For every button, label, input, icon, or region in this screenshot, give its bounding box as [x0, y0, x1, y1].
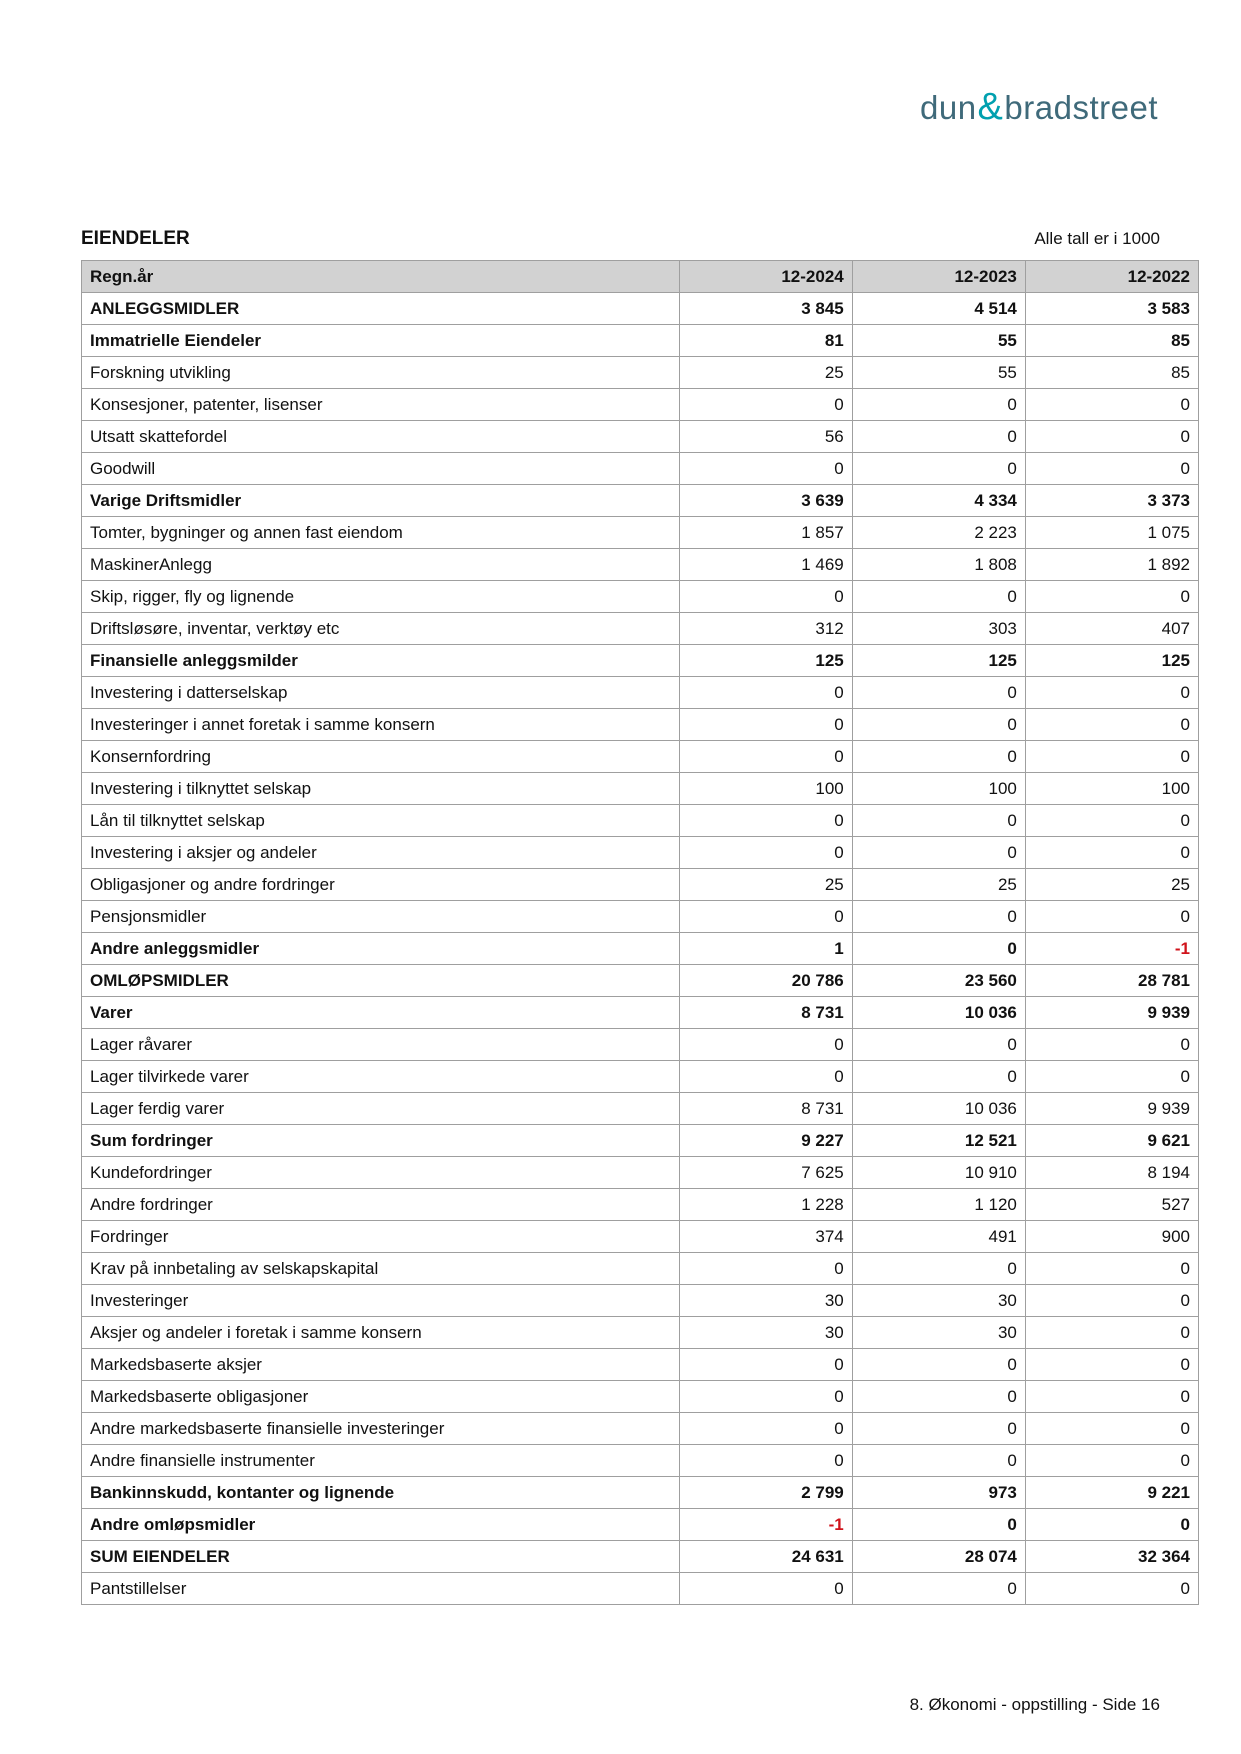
table-row — [82, 1445, 1199, 1477]
row-label: OMLØPSMIDLER — [82, 965, 680, 997]
row-label: Andre fordringer — [82, 1189, 680, 1221]
row-label: Goodwill — [82, 453, 680, 485]
table-row — [82, 837, 1199, 869]
cell-value: 0 — [852, 1509, 1025, 1541]
page-footer: 8. Økonomi - oppstilling - Side 16 — [909, 1695, 1160, 1714]
cell-value: 0 — [852, 1381, 1025, 1413]
row-label: Krav på innbetaling av selskapskapital — [82, 1253, 680, 1285]
table-row — [82, 1093, 1199, 1125]
cell-value: 8 731 — [679, 997, 852, 1029]
cell-value: 100 — [1025, 773, 1198, 805]
row-label: Forskning utvikling — [82, 357, 680, 389]
cell-value: 12 521 — [852, 1125, 1025, 1157]
cell-value: 0 — [852, 709, 1025, 741]
logo-word-dun: dun — [919, 89, 977, 126]
cell-value: 9 227 — [679, 1125, 852, 1157]
cell-value: 85 — [1025, 325, 1198, 357]
table-row — [82, 581, 1199, 613]
cell-value: 8 194 — [1025, 1157, 1198, 1189]
table-row — [82, 325, 1199, 357]
logo-word-bradstreet: bradstreet — [1004, 89, 1158, 126]
cell-value: 100 — [852, 773, 1025, 805]
cell-value: 28 781 — [1025, 965, 1198, 997]
row-label: Investering i tilknyttet selskap — [82, 773, 680, 805]
cell-value: 28 074 — [852, 1541, 1025, 1573]
table-row — [82, 1317, 1199, 1349]
cell-value: 0 — [679, 1445, 852, 1477]
cell-value: 0 — [1025, 1349, 1198, 1381]
cell-value: 0 — [679, 901, 852, 933]
table-row — [82, 1381, 1199, 1413]
balance-table-body — [82, 293, 1199, 1605]
cell-value: 1 228 — [679, 1189, 852, 1221]
cell-value: 0 — [679, 805, 852, 837]
table-row — [82, 453, 1199, 485]
cell-value: 0 — [852, 1029, 1025, 1061]
row-label: Sum fordringer — [82, 1125, 680, 1157]
cell-value: 0 — [1025, 1413, 1198, 1445]
cell-value: 0 — [852, 1573, 1025, 1605]
table-row — [82, 293, 1199, 325]
cell-value: 0 — [1025, 1317, 1198, 1349]
cell-value: 0 — [1025, 1253, 1198, 1285]
cell-value: 30 — [852, 1285, 1025, 1317]
cell-value: 0 — [679, 741, 852, 773]
row-label: SUM EIENDELER — [82, 1541, 680, 1573]
row-label: Andre markedsbaserte finansielle investeringer — [82, 1413, 680, 1445]
table-row — [82, 1285, 1199, 1317]
cell-value: 0 — [1025, 677, 1198, 709]
row-label: Kundefordringer — [82, 1157, 680, 1189]
cell-value: 0 — [1025, 709, 1198, 741]
table-row — [82, 1509, 1199, 1541]
row-label: Investering i datterselskap — [82, 677, 680, 709]
table-header-row — [82, 261, 1199, 293]
table-row — [82, 901, 1199, 933]
cell-value: 30 — [679, 1317, 852, 1349]
table-row — [82, 805, 1199, 837]
cell-value: 0 — [679, 389, 852, 421]
row-label: Lager tilvirkede varer — [82, 1061, 680, 1093]
dun-bradstreet-logo — [920, 86, 1158, 129]
cell-value: 0 — [852, 805, 1025, 837]
cell-value: -1 — [679, 1509, 852, 1541]
row-label: Konsesjoner, patenter, lisenser — [82, 389, 680, 421]
cell-value: 9 621 — [1025, 1125, 1198, 1157]
cell-value: 85 — [1025, 357, 1198, 389]
cell-value: 312 — [679, 613, 852, 645]
table-row — [82, 1061, 1199, 1093]
cell-value: 1 857 — [679, 517, 852, 549]
cell-value: 0 — [679, 837, 852, 869]
cell-value: -1 — [1025, 933, 1198, 965]
cell-value: 1 — [679, 933, 852, 965]
cell-value: 527 — [1025, 1189, 1198, 1221]
cell-value: 491 — [852, 1221, 1025, 1253]
cell-value: 125 — [1025, 645, 1198, 677]
title-row — [81, 228, 1160, 250]
cell-value: 10 036 — [852, 997, 1025, 1029]
cell-value: 1 808 — [852, 549, 1025, 581]
header-12-2022: 12-2022 — [1025, 261, 1198, 293]
table-row — [82, 485, 1199, 517]
table-row — [82, 1189, 1199, 1221]
cell-value: 30 — [852, 1317, 1025, 1349]
row-label: Lager ferdig varer — [82, 1093, 680, 1125]
table-row — [82, 677, 1199, 709]
header-12-2024: 12-2024 — [679, 261, 852, 293]
cell-value: 20 786 — [679, 965, 852, 997]
cell-value: 8 731 — [679, 1093, 852, 1125]
cell-value: 0 — [679, 1381, 852, 1413]
cell-value: 0 — [852, 837, 1025, 869]
table-row — [82, 741, 1199, 773]
table-row — [82, 709, 1199, 741]
cell-value: 0 — [852, 1061, 1025, 1093]
cell-value: 0 — [1025, 581, 1198, 613]
cell-value: 0 — [1025, 901, 1198, 933]
cell-value: 374 — [679, 1221, 852, 1253]
cell-value: 0 — [1025, 1445, 1198, 1477]
table-row — [82, 645, 1199, 677]
cell-value: 25 — [1025, 869, 1198, 901]
cell-value: 0 — [852, 741, 1025, 773]
cell-value: 55 — [852, 325, 1025, 357]
cell-value: 3 373 — [1025, 485, 1198, 517]
cell-value: 125 — [852, 645, 1025, 677]
cell-value: 0 — [679, 1253, 852, 1285]
cell-value: 0 — [679, 709, 852, 741]
table-row — [82, 1221, 1199, 1253]
cell-value: 1 075 — [1025, 517, 1198, 549]
cell-value: 55 — [852, 357, 1025, 389]
cell-value: 0 — [1025, 1029, 1198, 1061]
row-label: Investeringer i annet foretak i samme konsern — [82, 709, 680, 741]
row-label: Finansielle anleggsmilder — [82, 645, 680, 677]
cell-value: 303 — [852, 613, 1025, 645]
row-label: Konsernfordring — [82, 741, 680, 773]
cell-value: 0 — [1025, 837, 1198, 869]
cell-value: 0 — [1025, 805, 1198, 837]
ampersand-icon: & — [977, 86, 1004, 128]
row-label: Immatrielle Eiendeler — [82, 325, 680, 357]
cell-value: 0 — [679, 1413, 852, 1445]
cell-value: 30 — [679, 1285, 852, 1317]
row-label: Markedsbaserte obligasjoner — [82, 1381, 680, 1413]
table-row — [82, 1573, 1199, 1605]
balance-sheet-table — [81, 260, 1199, 1605]
cell-value: 0 — [852, 1349, 1025, 1381]
cell-value: 0 — [679, 581, 852, 613]
table-row — [82, 549, 1199, 581]
cell-value: 4 514 — [852, 293, 1025, 325]
cell-value: 81 — [679, 325, 852, 357]
row-label: Aksjer og andeler i foretak i samme konsern — [82, 1317, 680, 1349]
row-label: Pantstillelser — [82, 1573, 680, 1605]
cell-value: 1 120 — [852, 1189, 1025, 1221]
cell-value: 0 — [852, 677, 1025, 709]
row-label: Varige Driftsmidler — [82, 485, 680, 517]
table-row — [82, 869, 1199, 901]
cell-value: 0 — [1025, 1573, 1198, 1605]
cell-value: 900 — [1025, 1221, 1198, 1253]
cell-value: 25 — [679, 357, 852, 389]
row-label: MaskinerAnlegg — [82, 549, 680, 581]
table-row — [82, 1157, 1199, 1189]
cell-value: 0 — [852, 1413, 1025, 1445]
table-row — [82, 517, 1199, 549]
row-label: Lån til tilknyttet selskap — [82, 805, 680, 837]
cell-value: 0 — [852, 421, 1025, 453]
cell-value: 0 — [1025, 421, 1198, 453]
table-row — [82, 1349, 1199, 1381]
row-label: Investering i aksjer og andeler — [82, 837, 680, 869]
cell-value: 3 639 — [679, 485, 852, 517]
cell-value: 1 892 — [1025, 549, 1198, 581]
cell-value: 1 469 — [679, 549, 852, 581]
cell-value: 0 — [852, 1253, 1025, 1285]
cell-value: 24 631 — [679, 1541, 852, 1573]
cell-value: 56 — [679, 421, 852, 453]
table-row — [82, 1413, 1199, 1445]
cell-value: 23 560 — [852, 965, 1025, 997]
row-label: Utsatt skattefordel — [82, 421, 680, 453]
page-title: EIENDELER — [81, 228, 190, 249]
cell-value: 25 — [679, 869, 852, 901]
table-row — [82, 389, 1199, 421]
table-row — [82, 1541, 1199, 1573]
row-label: Lager råvarer — [82, 1029, 680, 1061]
row-label: Andre omløpsmidler — [82, 1509, 680, 1541]
row-label: Andre anleggsmidler — [82, 933, 680, 965]
cell-value: 407 — [1025, 613, 1198, 645]
header-12-2023: 12-2023 — [852, 261, 1025, 293]
table-row — [82, 773, 1199, 805]
row-label: Investeringer — [82, 1285, 680, 1317]
cell-value: 0 — [852, 901, 1025, 933]
cell-value: 0 — [679, 1061, 852, 1093]
cell-value: 0 — [852, 389, 1025, 421]
cell-value: 32 364 — [1025, 1541, 1198, 1573]
cell-value: 100 — [679, 773, 852, 805]
cell-value: 0 — [679, 1573, 852, 1605]
table-row — [82, 933, 1199, 965]
cell-value: 0 — [679, 677, 852, 709]
cell-value: 0 — [1025, 1509, 1198, 1541]
row-label: Pensjonsmidler — [82, 901, 680, 933]
cell-value: 2 223 — [852, 517, 1025, 549]
cell-value: 0 — [679, 453, 852, 485]
table-row — [82, 421, 1199, 453]
table-row — [82, 1477, 1199, 1509]
cell-value: 0 — [852, 581, 1025, 613]
cell-value: 9 939 — [1025, 1093, 1198, 1125]
cell-value: 25 — [852, 869, 1025, 901]
cell-value: 10 036 — [852, 1093, 1025, 1125]
row-label: ANLEGGSMIDLER — [82, 293, 680, 325]
cell-value: 10 910 — [852, 1157, 1025, 1189]
cell-value: 125 — [679, 645, 852, 677]
cell-value: 0 — [1025, 1381, 1198, 1413]
row-label: Markedsbaserte aksjer — [82, 1349, 680, 1381]
cell-value: 0 — [679, 1349, 852, 1381]
table-row — [82, 1125, 1199, 1157]
cell-value: 2 799 — [679, 1477, 852, 1509]
cell-value: 3 583 — [1025, 293, 1198, 325]
table-row — [82, 1029, 1199, 1061]
cell-value: 0 — [1025, 453, 1198, 485]
table-row — [82, 613, 1199, 645]
cell-value: 4 334 — [852, 485, 1025, 517]
cell-value: 0 — [1025, 741, 1198, 773]
row-label: Obligasjoner og andre fordringer — [82, 869, 680, 901]
row-label: Varer — [82, 997, 680, 1029]
table-row — [82, 357, 1199, 389]
row-label: Skip, rigger, fly og lignende — [82, 581, 680, 613]
cell-value: 973 — [852, 1477, 1025, 1509]
cell-value: 9 221 — [1025, 1477, 1198, 1509]
cell-value: 3 845 — [679, 293, 852, 325]
row-label: Tomter, bygninger og annen fast eiendom — [82, 517, 680, 549]
row-label: Fordringer — [82, 1221, 680, 1253]
units-note: Alle tall er i 1000 — [1034, 229, 1160, 248]
cell-value: 0 — [1025, 389, 1198, 421]
cell-value: 0 — [852, 933, 1025, 965]
row-label: Driftsløsøre, inventar, verktøy etc — [82, 613, 680, 645]
cell-value: 0 — [1025, 1285, 1198, 1317]
cell-value: 9 939 — [1025, 997, 1198, 1029]
table-row — [82, 997, 1199, 1029]
row-label: Bankinnskudd, kontanter og lignende — [82, 1477, 680, 1509]
cell-value: 0 — [1025, 1061, 1198, 1093]
table-row — [82, 965, 1199, 997]
cell-value: 0 — [852, 1445, 1025, 1477]
cell-value: 0 — [852, 453, 1025, 485]
cell-value: 0 — [679, 1029, 852, 1061]
table-row — [82, 1253, 1199, 1285]
header-regnar: Regn.år — [82, 261, 680, 293]
row-label: Andre finansielle instrumenter — [82, 1445, 680, 1477]
cell-value: 7 625 — [679, 1157, 852, 1189]
